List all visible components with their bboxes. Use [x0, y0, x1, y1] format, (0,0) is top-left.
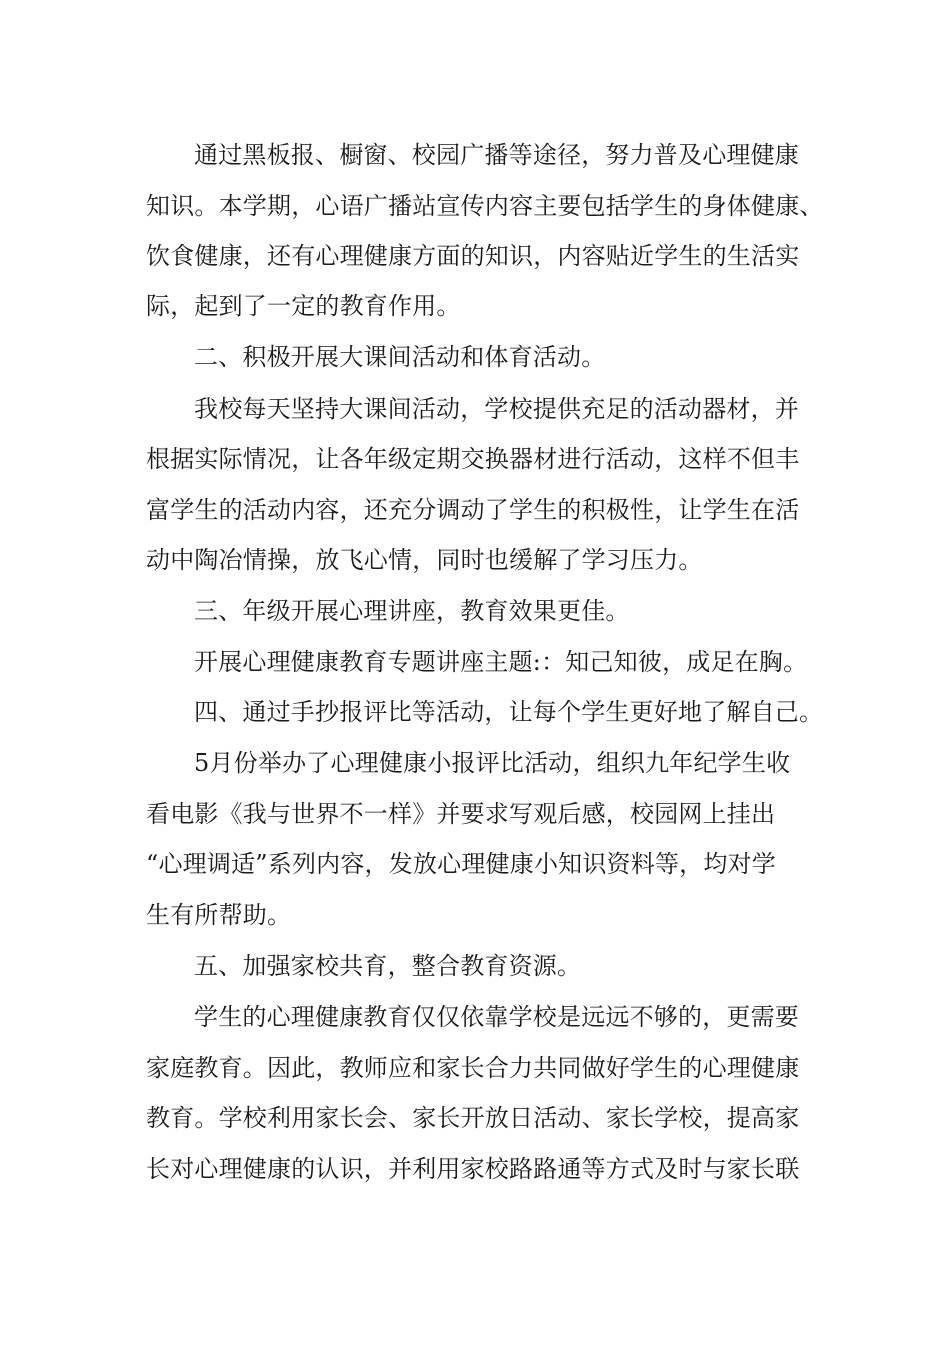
section-heading: 二、积极开展大课间活动和体育活动。: [194, 343, 606, 371]
text-line: 家庭教育。因此，教师应和家长合力共同做好学生的心理健康: [146, 1054, 800, 1082]
text-line: “心理调适”系列内容，发放心理健康小知识资料等，均对学: [146, 850, 776, 878]
text-line: 我校每天坚持大课间活动，学校提供充足的活动器材，并: [194, 395, 799, 423]
text-line: 动中陶冶情操，放飞心情，同时也缓解了学习压力。: [146, 546, 703, 574]
text-line: 知识。本学期，心语广播站宣传内容主要包括学生的身体健康、: [146, 192, 824, 220]
section-heading: 五、加强家校共育，整合教育资源。: [194, 952, 582, 980]
text-line: 根据实际情况，让各年级定期交换器材进行活动，这样不但丰: [146, 445, 800, 473]
text-line: 生有所帮助。: [146, 901, 292, 929]
text-line: 学生的心理健康教育仅仅依靠学校是远远不够的，更需要: [194, 1003, 799, 1031]
text-line: 教育。学校利用家长会、家长开放日活动、家长学校，提高家: [146, 1104, 800, 1132]
text-line: 际，起到了一定的教育作用。: [146, 292, 461, 320]
section-heading: 三、年级开展心理讲座，教育效果更佳。: [194, 597, 630, 625]
text-line: 看电影《我与世界不一样》并要求写观后感，校园网上挂出: [146, 800, 776, 828]
text-line: 5月份举办了心理健康小报评比活动，组织九年纪学生收: [194, 749, 791, 777]
text-line: 开展心理健康教育专题讲座主题:：知己知彼，成足在胸。: [194, 648, 808, 676]
text-line: 通过黑板报、橱窗、校园广播等途径，努力普及心理健康: [194, 141, 799, 169]
text-line: 饮食健康，还有心理健康方面的知识，内容贴近学生的生活实: [146, 242, 800, 270]
section-heading: 四、通过手抄报评比等活动，让每个学生更好地了解自己。: [194, 698, 824, 726]
text-line: 富学生的活动内容，还充分调动了学生的积极性，让学生在活: [146, 496, 800, 524]
text-line: 长对心理健康的认识，并利用家校路路通等方式及时与家长联: [146, 1155, 800, 1183]
